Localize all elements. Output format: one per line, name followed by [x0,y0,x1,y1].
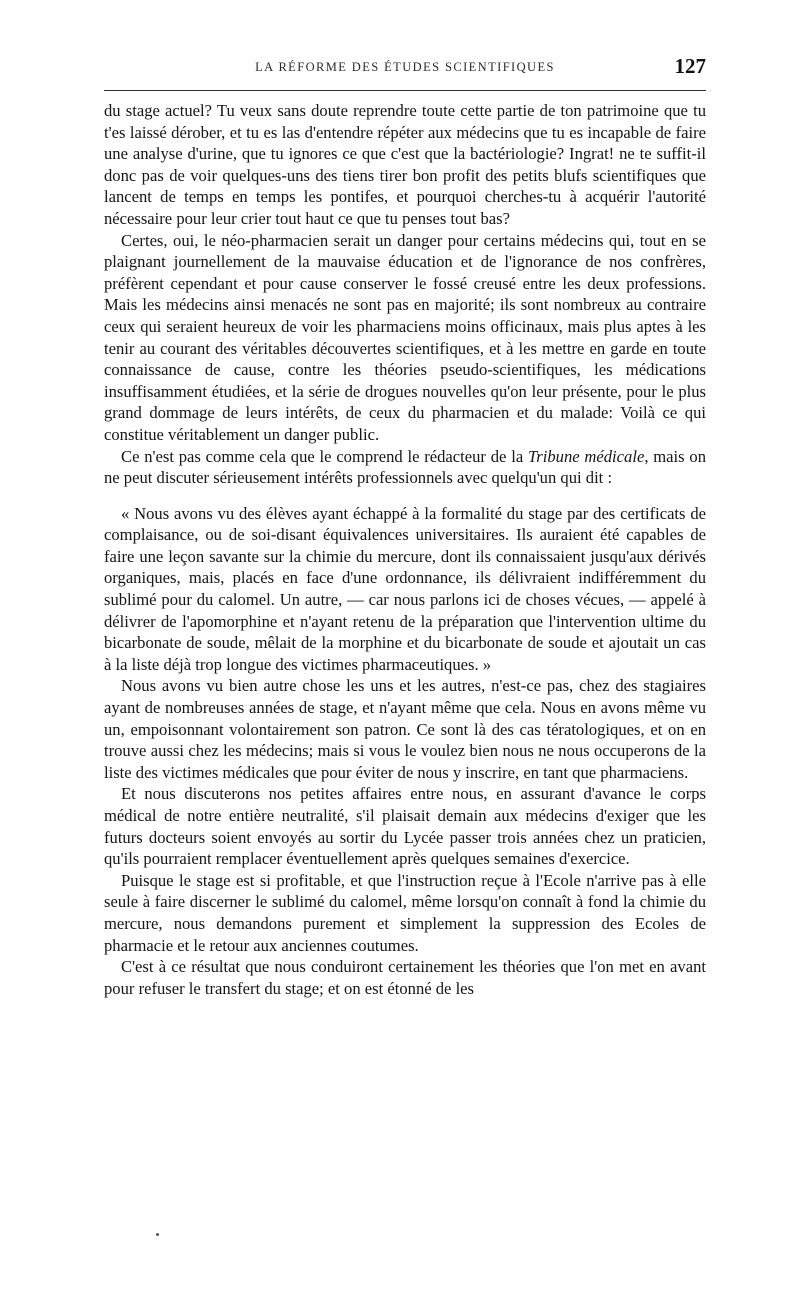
paragraph-6: Puisque le stage est si profitable, et que l'instruction reçue à l'Ecole n'arrive pas à elle seule à faire discerner le sublimé du calomel, même lorsqu'on connaît à fond la chimie du mercure, nous demandons purement et simplement la suppression des Ecoles de pharmacie et le retour aux anciennes coutumes. [104,870,706,955]
paragraph-4: Nous avons vu bien autre chose les uns et les autres, n'est-ce pas, chez des stagiaires ayant de nombreuses années de stage, et n'ayant même que cela. Nous en avons même vu un, empoisonnant volontairement son patron. Ce sont là des cas tératologiques, et on en trouve aussi chez les médecins; mais si vous le voulez bien nous ne nous occuperons de la liste des victimes médicales que pour éviter de nous y inscrire, en tant que pharmaciens. [104,676,706,782]
paragraph-3-text-c: quelqu'un qui dit : [491,468,613,488]
paragraph-2: Certes, oui, le néo-pharmacien serait un danger pour certains médecins qui, tout en se plaignant journellement de la mauvaise éducation et de l'ignorance de nos confrères, préfèrent cependant et pour cause conserver le fossé creusé entre les deux professions. Mais les médecins ainsi menacés ne sont pas en majorité; ils sont nombreux au contraire ceux qui seraient heureux de voir les pharmaciens moins officinaux, mais plus aptes à les tenir au courant des véritables découvertes scientifiques, et à les mettre en garde en toute connaissance de cause, contre les théories pseudo-scientifiques, les médications insuffisamment étudiées, et la série de drogues nouvelles qu'on leur présente, pour le plus grand dommage de leurs intérêts, de ceux du pharmacien et du malade: Voilà ce qui constitue véritablement un danger public. [104,230,706,444]
stray-mark [156,1233,159,1236]
paragraph-5: Et nous discuterons nos petites affaires entre nous, en assurant d'avance le corps médical de notre entière neutralité, s'il plaisait demain aux médecins d'exiger que les futurs docteurs soient envoyés au sortir du Lycée passer trois années chez un praticien, qu'ils pourraient remplacer éventuellement après quelques semaines d'exercice. [104,784,706,869]
tribune-medicale-italic: Tribune médicale [527,446,645,466]
paragraph-3-text-a: Ce n'est pas comme cela que le comprend le rédacteur de la [121,446,528,466]
quotation: « Nous avons vu des élèves ayant échappé à la formalité du stage par des certificats de complaisance, ou de soi-disant équivalences universitaires. Ils auraient été capables de faire une leçon savante sur la chimie du mercure, dont ils connaissaient jusqu'aux dérivés organiques, mais, placés en face d'une ordonnance, ils délivraient indifféremment du sublimé pour du calomel. Un autre, — car nous parlons ici de choses vécues, — appelé à délivrer de l'apomorphine et n'ayant retenu de la préparation que l'intervention ultime du bicarbonate de soude, mêlait de la morphine et du bicarbonate de soude et ajoutait un cas à la liste déjà trop longue des victimes pharmaceutiques. » [104,503,706,674]
header-rule [104,90,706,91]
running-title: LA RÉFORME DES ÉTUDES SCIENTIFIQUES [255,60,555,74]
paragraph-1: du stage actuel? Tu veux sans doute reprendre toute cette partie de ton patrimoine que tu t'es laissé dérober, et tu es las d'entendre répéter aux médecins que tu es incapable de faire une analyse d'urine, que tu ignores ce que c'est que la bactériologie? Ingrat! ne te suffit-il donc pas de voir quelques-uns des tiens tirer bon profit des petits blufs scientifiques que lancent de temps en temps les pontifes, et pourquoi cherches-tu à acquérir l'autorité nécessaire pour leur crier tout haut ce que tu penses tout bas? [104,101,706,228]
paragraph-3 [104,446,706,489]
page-header [104,52,706,86]
page-number: 127 [674,54,706,78]
body-text [104,100,706,999]
paragraph-7: C'est à ce résultat que nous conduiront certainement les théories que l'on met en avant pour refuser le transfert du stage; et on est étonné de les [104,957,706,998]
paragraph-3-text-b: , mais on ne peut discuter sérieusement intérêts professionnels avec [104,446,706,488]
